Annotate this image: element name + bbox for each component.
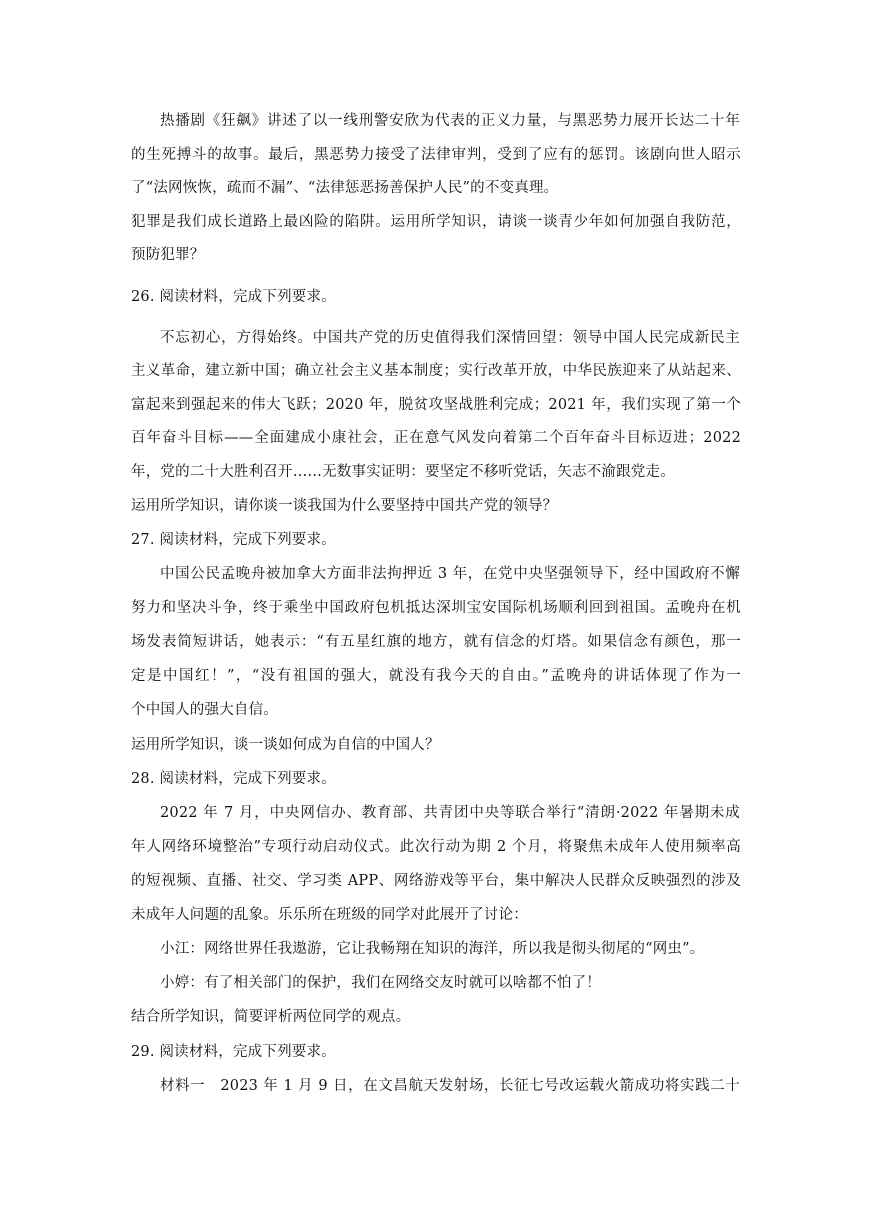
passage-line: 热播剧《狂飙》讲述了以一线刑警安欣为代表的正义力量，与黑恶势力展开长达二十年 [160,113,740,129]
question-heading-26: 26. 阅读材料，完成下列要求。 [131,289,336,305]
material-line: 场发表简短讲话，她表示：“有五星红旗的地方，就有信念的灯塔。如果信念有颜色，那一 [131,634,741,650]
material-line: 努力和坚决斗争，终于乘坐中国政府包机抵达深圳宝安国际机场顺利回到祖国。孟晚舟在机 [131,600,741,616]
question-heading-27: 27. 阅读材料，完成下列要求。 [131,532,336,548]
material-line: 中国公民孟晚舟被加拿大方面非法拘押近 3 年，在党中央坚强领导下，经中国政府不懈 [160,566,740,582]
material-line: 材料一 2023 年 1 月 9 日，在文昌航天发射场，长征七号改运载火箭成功将实践二十 [160,1078,740,1094]
material-line: 百年奋斗目标——全面建成小康社会，正在意气风发向着第二个百年奋斗目标迈进；2022 [131,430,741,446]
material-line: 的短视频、直播、社交、学习类 APP、网络游戏等平台，集中解决人民群众反映强烈的涉及 [131,873,741,889]
material-line: 2022 年 7 月，中央网信办、教育部、共青团中央等联合举行“清朗·2022 年暑期未成 [160,805,740,821]
material-line: 个中国人的强大自信。 [131,702,278,718]
opinion-xiaojiang: 小江：网络世界任我遨游，它让我畅翔在知识的海洋，所以我是彻头彻尾的“网虫”。 [160,941,705,957]
question-line: 犯罪是我们成长道路上最凶险的陷阱。运用所学知识，请谈一谈青少年如何加强自我防范， [131,214,741,230]
question-heading-28: 28. 阅读材料，完成下列要求。 [131,771,336,787]
material-line: 未成年人问题的乱象。乐乐所在班级的同学对此展开了讨论： [131,907,528,923]
passage-line: 了“法网恢恢，疏而不漏”、“法律惩恶扬善保护人民”的不变真理。 [131,180,559,196]
question-heading-29: 29. 阅读材料，完成下列要求。 [131,1044,336,1060]
material-line: 定是中国红！”，“没有祖国的强大，就没有我今天的自由。”孟晚舟的讲话体现了作为一 [131,668,741,684]
material-line: 富起来到强起来的伟大飞跃；2020 年，脱贫攻坚战胜利完成；2021 年，我们实现了第一个 [131,397,741,413]
material-line: 主义革命，建立新中国；确立社会主义基本制度；实行改革开放，中华民族迎来了从站起来、 [131,363,741,379]
material-line: 年，党的二十大胜利召开……无数事实证明：要坚定不移听党话，矢志不渝跟党走。 [131,464,675,480]
passage-line: 的生死搏斗的故事。最后，黑恶势力接受了法律审判，受到了应有的惩罚。该剧向世人昭示 [131,147,741,163]
question-prompt-27: 运用所学知识，谈一谈如何成为自信的中国人？ [131,737,440,753]
question-prompt-26: 运用所学知识，请你谈一谈我国为什么要坚持中国共产党的领导？ [131,498,558,514]
question-prompt-28: 结合所学知识，简要评析两位同学的观点。 [131,1009,411,1025]
question-line: 预防犯罪？ [131,247,205,263]
material-line: 年人网络环境整治”专项行动启动仪式。此次行动为期 2 个月，将聚焦未成年人使用频率高 [131,839,741,855]
material-line: 不忘初心，方得始终。中国共产党的历史值得我们深情回望：领导中国人民完成新民主 [160,330,740,346]
opinion-xiaoting: 小婷：有了相关部门的保护，我们在网络交友时就可以啥都不怕了！ [160,975,601,991]
